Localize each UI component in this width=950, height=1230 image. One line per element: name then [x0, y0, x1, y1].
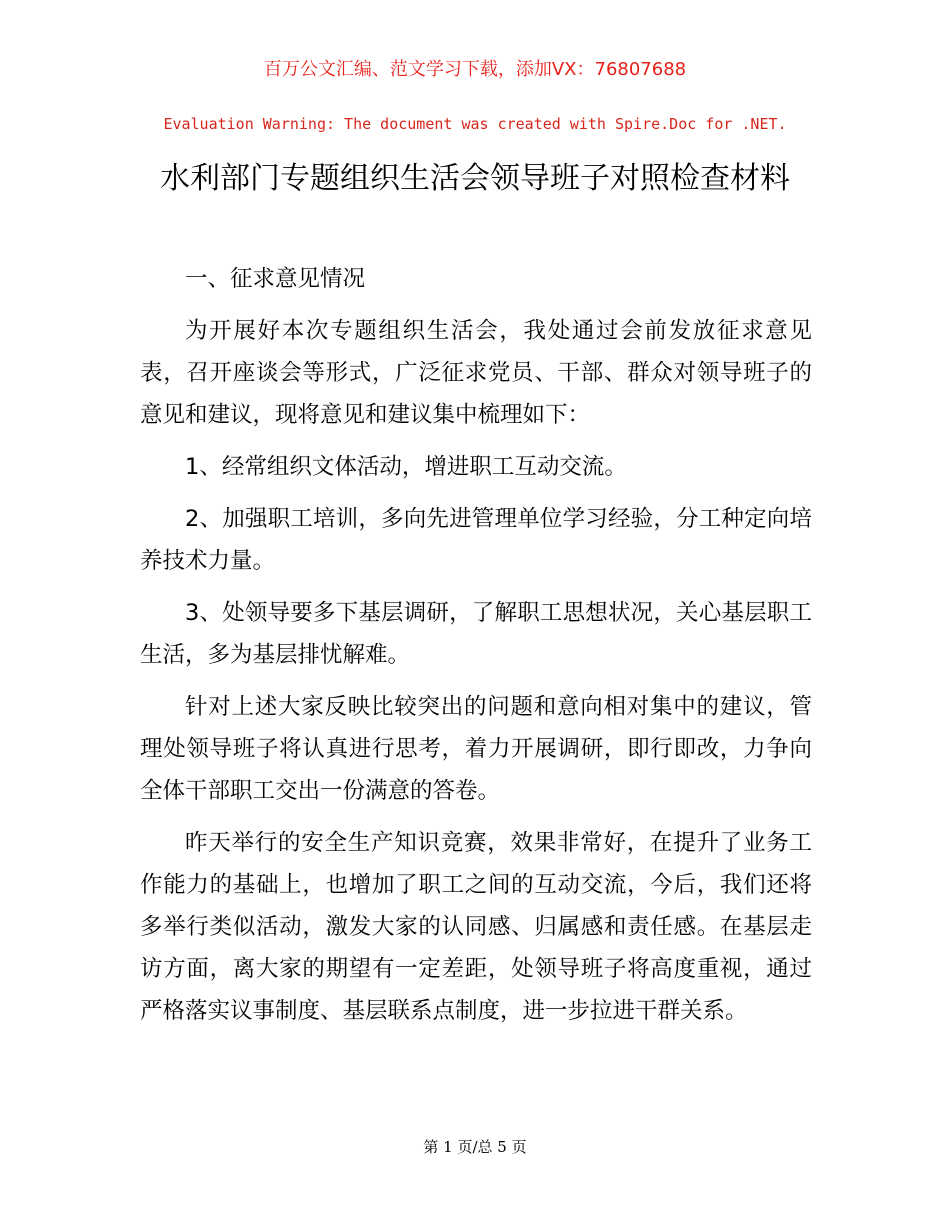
document-title: 水利部门专题组织生活会领导班子对照检查材料 [160, 161, 790, 196]
document-body [140, 258, 812, 1032]
list-item: 1、经常组织文体活动，增进职工互动交流。 [185, 454, 627, 480]
list-item: 3、处领导要多下基层调研，了解职工思想状况，关心基层职工生活，多为基层排忧解难。 [140, 600, 812, 668]
paragraph: 针对上述大家反映比较突出的问题和意向相对集中的建议，管理处领导班子将认真进行思考，着力开展调研，即行即改，力争向全体干部职工交出一份满意的答卷。 [140, 694, 812, 804]
page-number: 第 1 页/总 5 页 [423, 1138, 527, 1156]
list-item: 2、加强职工培训，多向先进管理单位学习经验，分工种定向培养技术力量。 [140, 506, 812, 574]
section-heading: 一、征求意见情况 [185, 266, 366, 292]
paragraph: 为开展好本次专题组织生活会，我处通过会前发放征求意见表，召开座谈会等形式，广泛征求党员、干部、群众对领导班子的意见和建议，现将意见和建议集中梳理如下： [140, 318, 812, 428]
evaluation-warning: Evaluation Warning: The document was created with Spire.Doc for .NET. [163, 115, 787, 133]
paragraph: 昨天举行的安全生产知识竞赛，效果非常好，在提升了业务工作能力的基础上，也增加了职工之间的互动交流，今后，我们还将多举行类似活动，激发大家的认同感、归属感和责任感。在基层走访方面，离大家的期望有一定差距，处领导班子将高度重视，通过严格落实议事制度、基层联系点制度，进一步拉进干群关系。 [140, 830, 812, 1024]
promo-banner: 百万公文汇编、范文学习下载，添加VX：76807688 [263, 59, 687, 80]
